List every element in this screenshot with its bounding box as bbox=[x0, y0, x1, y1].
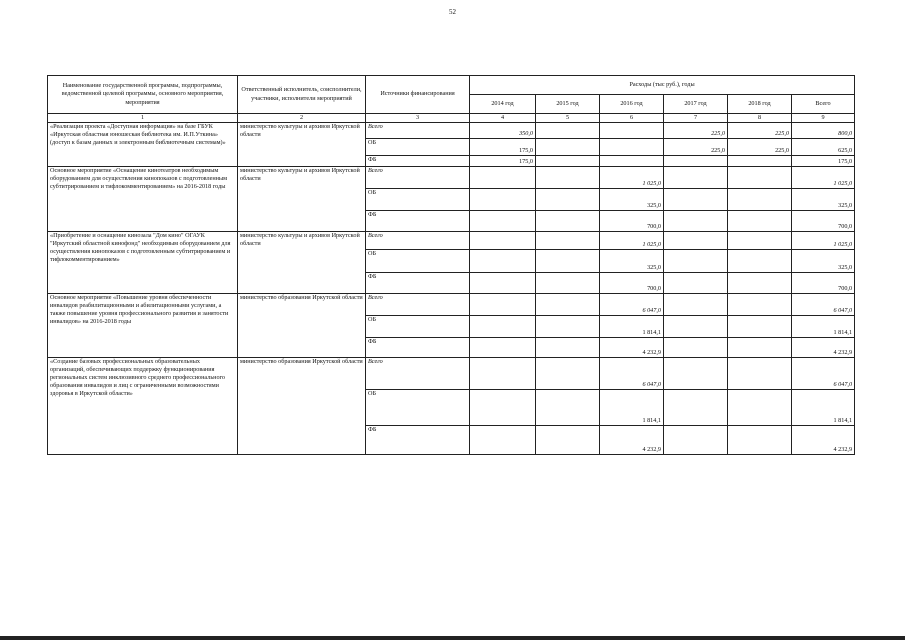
measure-name: Основное мероприятие «Повышение уровня обеспеченности инвалидов реабилитационными и абилитационными услугами, а также повышение уровня профессионального развития и занятости инвалидов» на 2016-2018 годы bbox=[48, 294, 238, 358]
year-value-cell bbox=[536, 273, 600, 294]
column-number: 3 bbox=[366, 114, 470, 123]
year-value-cell: 1 814,1 bbox=[600, 390, 664, 426]
total-cell: 1 814,1 bbox=[792, 390, 855, 426]
responsible-executor: министерство образования Иркутской области bbox=[238, 294, 366, 358]
year-value-cell: 1 025,0 bbox=[600, 232, 664, 250]
year-value-cell bbox=[536, 211, 600, 232]
column-number: 5 bbox=[536, 114, 600, 123]
column-number: 2 bbox=[238, 114, 366, 123]
funding-source: ОБ bbox=[366, 250, 470, 273]
year-value-cell bbox=[600, 123, 664, 139]
column-number: 8 bbox=[728, 114, 792, 123]
year-value-cell bbox=[664, 294, 728, 316]
measure-name: «Приобретение и оснащение кинозала "Дом кино" ОГАУК "Иркутский областной кинофонд" необходимым оборудованием для осуществления кинопоказов с подготовленным субтитрированием и тифлокомментированием» bbox=[48, 232, 238, 294]
table-row bbox=[48, 167, 855, 189]
measure-name: «Реализация проекта «Доступная информация» на базе ГБУК «Иркутская областная юношеская библиотека им. И.П.Уткина» (доступ к базам данных и электронным библиотечным системам)» bbox=[48, 123, 238, 167]
header-year: 2018 год bbox=[728, 95, 792, 114]
year-value-cell: 225,0 bbox=[728, 139, 792, 156]
year-value-cell bbox=[728, 338, 792, 358]
year-value-cell bbox=[600, 156, 664, 167]
year-value-cell bbox=[600, 139, 664, 156]
year-value-cell bbox=[728, 390, 792, 426]
funding-source: ФБ bbox=[366, 273, 470, 294]
funding-source: Всего bbox=[366, 167, 470, 189]
year-value-cell bbox=[470, 232, 536, 250]
year-value-cell bbox=[728, 316, 792, 338]
responsible-executor: министерство культуры и архивов Иркутской области bbox=[238, 167, 366, 232]
year-value-cell bbox=[728, 426, 792, 455]
year-value-cell bbox=[536, 167, 600, 189]
funding-source: ФБ bbox=[366, 211, 470, 232]
year-value-cell: 700,0 bbox=[600, 211, 664, 232]
year-value-cell: 4 232,9 bbox=[600, 338, 664, 358]
funding-source: ФБ bbox=[366, 338, 470, 358]
year-value-cell bbox=[664, 189, 728, 211]
year-value-cell bbox=[728, 232, 792, 250]
column-number: 7 bbox=[664, 114, 728, 123]
year-value-cell bbox=[470, 316, 536, 338]
header-year: 2015 год bbox=[536, 95, 600, 114]
year-value-cell bbox=[470, 426, 536, 455]
header-year: 2016 год bbox=[600, 95, 664, 114]
measure-name: Основное мероприятие «Оснащение кинотеатров необходимым оборудованием для осуществления кинопоказов с подготовленным субтитрированием и тифлокомментированием» на 2016-2018 годы bbox=[48, 167, 238, 232]
responsible-executor: министерство культуры и архивов Иркутской области bbox=[238, 123, 366, 167]
table-row bbox=[48, 294, 855, 316]
year-value-cell bbox=[470, 273, 536, 294]
year-value-cell bbox=[536, 156, 600, 167]
funding-source: ОБ bbox=[366, 189, 470, 211]
year-value-cell bbox=[664, 167, 728, 189]
measure-name: «Создание базовых профессиональных образовательных организаций, обеспечивающих поддержку функционирования региональных систем инклюзивного среднего профессионального образования инвалидов и лиц с ограниченными возможностями здоровья в Иркутской области» bbox=[48, 358, 238, 455]
year-value-cell bbox=[536, 189, 600, 211]
year-value-cell bbox=[664, 232, 728, 250]
year-value-cell bbox=[470, 189, 536, 211]
funding-source: Всего bbox=[366, 294, 470, 316]
year-value-cell: 325,0 bbox=[600, 250, 664, 273]
total-cell: 6 047,0 bbox=[792, 294, 855, 316]
year-value-cell: 6 047,0 bbox=[600, 294, 664, 316]
table-row bbox=[48, 358, 855, 390]
header-year: 2017 год bbox=[664, 95, 728, 114]
year-value-cell: 1 814,1 bbox=[600, 316, 664, 338]
year-value-cell bbox=[470, 338, 536, 358]
year-value-cell bbox=[728, 211, 792, 232]
year-value-cell bbox=[664, 358, 728, 390]
year-value-cell bbox=[664, 338, 728, 358]
year-value-cell: 700,0 bbox=[600, 273, 664, 294]
year-value-cell bbox=[536, 294, 600, 316]
table-row bbox=[48, 232, 855, 250]
year-value-cell bbox=[470, 167, 536, 189]
total-cell: 325,0 bbox=[792, 250, 855, 273]
year-value-cell bbox=[536, 232, 600, 250]
total-cell: 1 025,0 bbox=[792, 232, 855, 250]
year-value-cell: 4 232,9 bbox=[600, 426, 664, 455]
year-value-cell bbox=[470, 390, 536, 426]
year-value-cell: 325,0 bbox=[600, 189, 664, 211]
page-bottom-edge bbox=[0, 636, 905, 640]
responsible-executor: министерство культуры и архивов Иркутской области bbox=[238, 232, 366, 294]
total-cell: 175,0 bbox=[792, 156, 855, 167]
year-value-cell bbox=[728, 294, 792, 316]
header-name: Наименование государственной программы, подпрограммы, ведомственной целевой программы, основного мероприятия, мероприятия bbox=[48, 76, 238, 114]
year-value-cell: 175,0 bbox=[470, 156, 536, 167]
total-cell: 1 025,0 bbox=[792, 167, 855, 189]
total-cell: 325,0 bbox=[792, 189, 855, 211]
year-value-cell bbox=[728, 358, 792, 390]
column-number: 9 bbox=[792, 114, 855, 123]
year-value-cell bbox=[728, 167, 792, 189]
year-value-cell: 175,0 bbox=[470, 139, 536, 156]
header-expenditures: Расходы (тыс руб.), годы bbox=[470, 76, 855, 95]
funding-source: ОБ bbox=[366, 139, 470, 156]
funding-source: ФБ bbox=[366, 156, 470, 167]
year-value-cell bbox=[536, 250, 600, 273]
year-value-cell bbox=[470, 294, 536, 316]
year-value-cell bbox=[664, 273, 728, 294]
year-value-cell bbox=[470, 358, 536, 390]
year-value-cell bbox=[728, 273, 792, 294]
header-source: Источники финансирования bbox=[366, 76, 470, 114]
funding-source: ОБ bbox=[366, 390, 470, 426]
total-cell: 1 814,1 bbox=[792, 316, 855, 338]
year-value-cell bbox=[536, 316, 600, 338]
funding-source: Всего bbox=[366, 232, 470, 250]
total-cell: 4 232,9 bbox=[792, 426, 855, 455]
funding-source: ОБ bbox=[366, 316, 470, 338]
table-row bbox=[48, 123, 855, 139]
header-responsible: Ответственный исполнитель, соисполнители, участники, исполнители мероприятий bbox=[238, 76, 366, 114]
total-cell: 800,0 bbox=[792, 123, 855, 139]
year-value-cell bbox=[536, 390, 600, 426]
year-value-cell bbox=[728, 189, 792, 211]
page-number: 52 bbox=[449, 8, 456, 16]
year-value-cell bbox=[728, 156, 792, 167]
year-value-cell bbox=[470, 211, 536, 232]
year-value-cell bbox=[536, 139, 600, 156]
column-number: 1 bbox=[48, 114, 238, 123]
year-value-cell bbox=[664, 316, 728, 338]
funding-source: ФБ bbox=[366, 426, 470, 455]
column-number: 4 bbox=[470, 114, 536, 123]
funding-source: Всего bbox=[366, 358, 470, 390]
responsible-executor: министерство образования Иркутской области bbox=[238, 358, 366, 455]
total-cell: 6 047,0 bbox=[792, 358, 855, 390]
year-value-cell bbox=[728, 250, 792, 273]
total-cell: 4 232,9 bbox=[792, 338, 855, 358]
total-cell: 625,0 bbox=[792, 139, 855, 156]
year-value-cell: 1 025,0 bbox=[600, 167, 664, 189]
expenditure-table bbox=[47, 75, 855, 455]
year-value-cell: 350,0 bbox=[470, 123, 536, 139]
year-value-cell bbox=[470, 250, 536, 273]
funding-source: Всего bbox=[366, 123, 470, 139]
year-value-cell bbox=[664, 426, 728, 455]
year-value-cell bbox=[536, 123, 600, 139]
year-value-cell bbox=[536, 358, 600, 390]
column-number: 6 bbox=[600, 114, 664, 123]
year-value-cell: 6 047,0 bbox=[600, 358, 664, 390]
year-value-cell bbox=[664, 250, 728, 273]
header-year: 2014 год bbox=[470, 95, 536, 114]
year-value-cell: 225,0 bbox=[664, 139, 728, 156]
year-value-cell bbox=[664, 211, 728, 232]
year-value-cell bbox=[664, 390, 728, 426]
year-value-cell bbox=[536, 338, 600, 358]
header-total: Всего bbox=[792, 95, 855, 114]
year-value-cell: 225,0 bbox=[664, 123, 728, 139]
year-value-cell bbox=[664, 156, 728, 167]
total-cell: 700,0 bbox=[792, 273, 855, 294]
year-value-cell: 225,0 bbox=[728, 123, 792, 139]
total-cell: 700,0 bbox=[792, 211, 855, 232]
year-value-cell bbox=[536, 426, 600, 455]
